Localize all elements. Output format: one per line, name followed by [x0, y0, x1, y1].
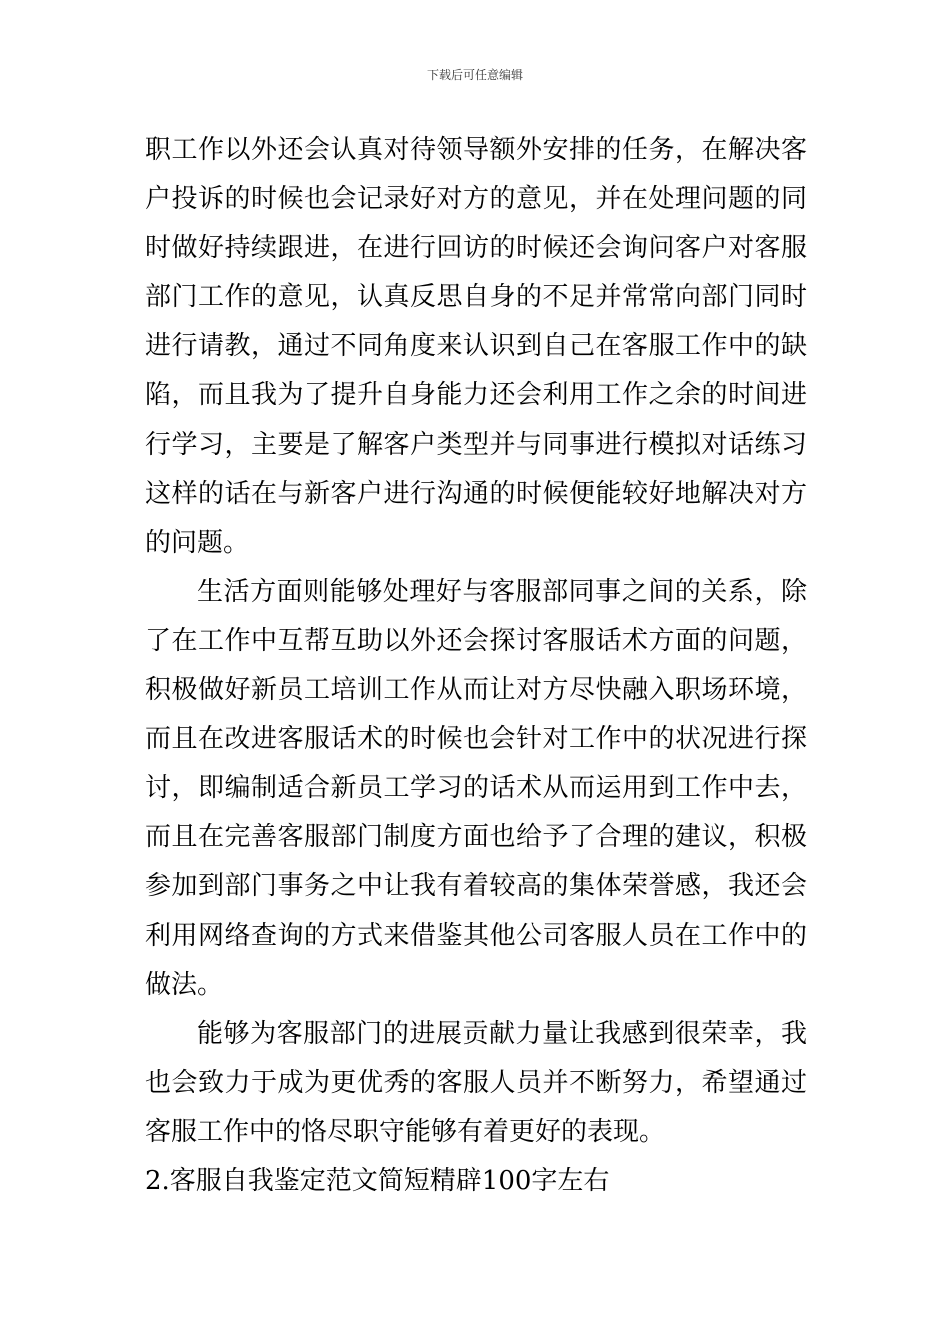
paragraph-line: 这样的话在与新客户进行沟通的时候便能较好地解决对方: [145, 478, 807, 509]
paragraph-line: 讨，即编制适合新员工学习的话术从而运用到工作中去，: [145, 773, 807, 804]
paragraph-line: 利用网络查询的方式来借鉴其他公司客服人员在工作中的: [145, 920, 807, 951]
paragraph-line: 也会致力于成为更优秀的客服人员并不断努力，希望通过: [145, 1067, 807, 1098]
paragraph-line: 户投诉的时候也会记录好对方的意见，并在处理问题的同: [145, 184, 807, 215]
paragraph-line: 能够为客服部门的进展贡献力量让我感到很荣幸，我: [197, 1018, 807, 1049]
paragraph-line: 做法。: [145, 969, 224, 1000]
page-header: 下载后可任意编辑: [426, 68, 523, 82]
paragraph-line: 了在工作中互帮互助以外还会探讨客服话术方面的问题，: [145, 625, 807, 656]
paragraph-line: 时做好持续跟进，在进行回访的时候还会询问客户对客服: [145, 233, 807, 264]
document-body: [145, 126, 807, 1206]
paragraph-line: 行学习，主要是了解客户类型并与同事进行模拟对话练习: [145, 429, 807, 460]
paragraph-line: 而且在完善客服部门制度方面也给予了合理的建议，积极: [145, 822, 807, 853]
paragraph-line: 生活方面则能够处理好与客服部同事之间的关系，除: [197, 576, 807, 607]
paragraph-line: 积极做好新员工培训工作从而让对方尽快融入职场环境，: [145, 675, 807, 706]
paragraph-line: 参加到部门事务之中让我有着较高的集体荣誉感，我还会: [145, 871, 807, 902]
paragraph-line: 陷，而且我为了提升自身能力还会利用工作之余的时间进: [145, 380, 807, 411]
paragraph-line: 职工作以外还会认真对待领导额外安排的任务，在解决客: [145, 135, 807, 165]
paragraph-line: 的问题。: [145, 527, 250, 558]
paragraph-line: 客服工作中的恪尽职守能够有着更好的表现。: [145, 1116, 666, 1147]
section-heading: 2.客服自我鉴定范文简短精辟100字左右: [145, 1165, 610, 1196]
paragraph-line: 进行请教，通过不同角度来认识到自己在客服工作中的缺: [145, 331, 807, 362]
paragraph-line: 部门工作的意见，认真反思自身的不足并常常向部门同时: [145, 282, 807, 313]
paragraph-line: 而且在改进客服话术的时候也会针对工作中的状况进行探: [145, 724, 807, 755]
